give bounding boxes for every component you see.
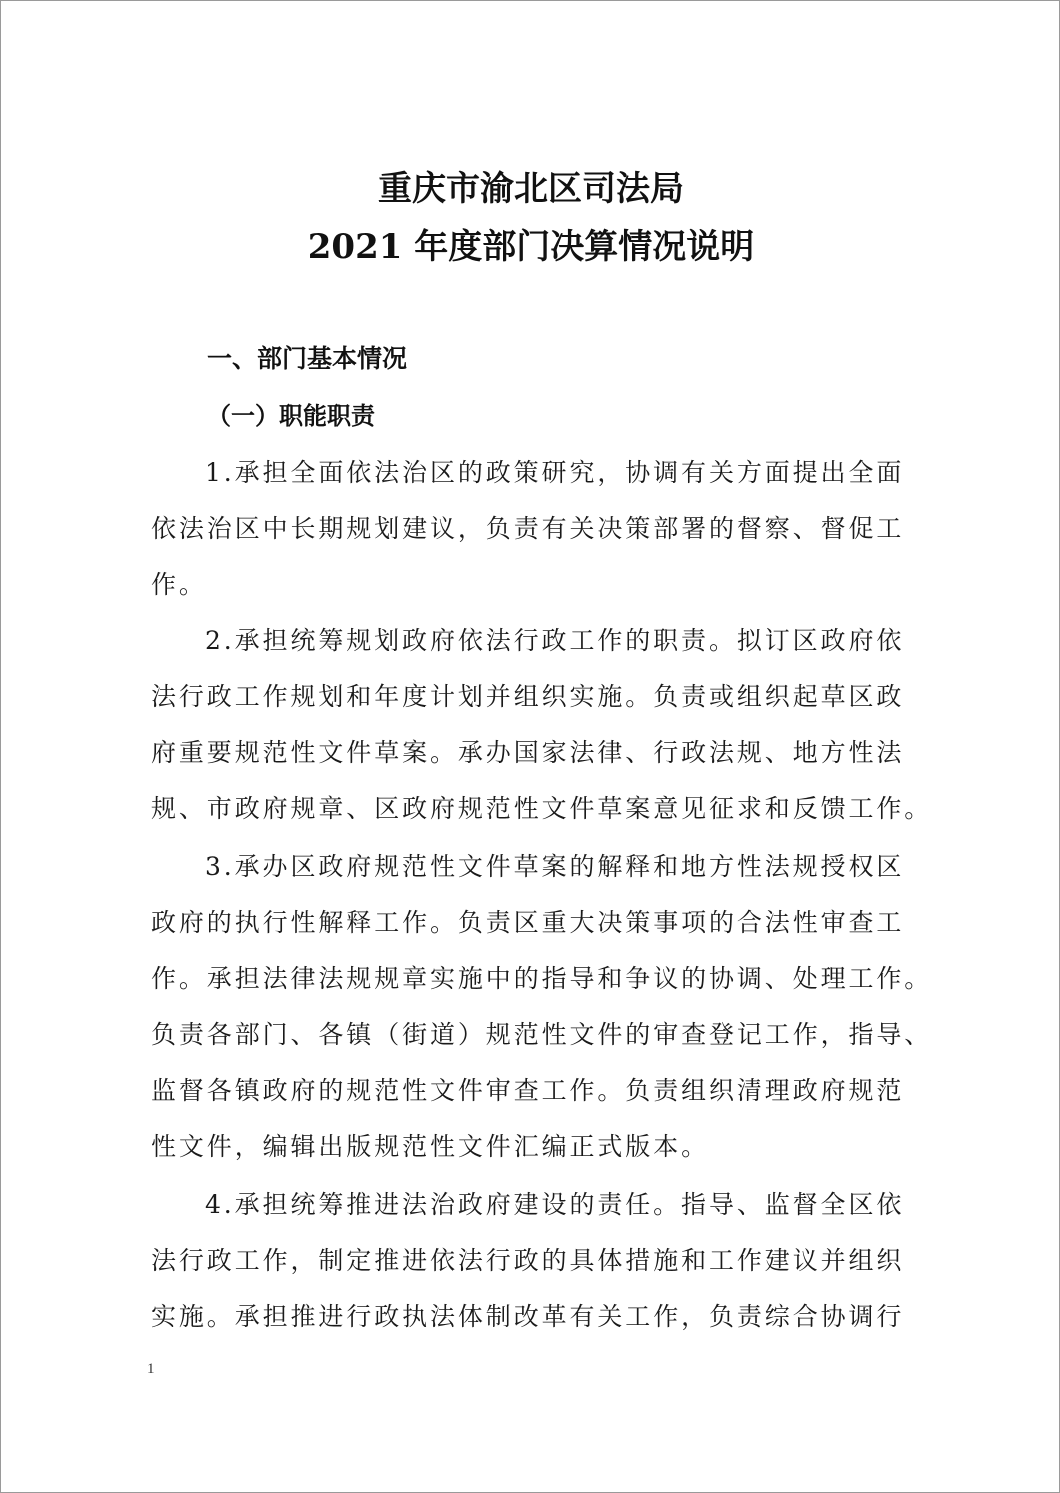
paragraph-2 [151,625,951,849]
paragraph-line: 作。承担法律法规规章实施中的指导和争议的协调、处理工作。 [151,964,933,993]
paragraph-line: 作。 [151,570,207,599]
paragraph-1 [151,457,951,625]
subsection-heading: （一）职能职责 [207,402,375,430]
paragraph-line: 依法治区中长期规划建议，负责有关决策部署的督察、督促工 [151,514,905,543]
paragraph-line: 府重要规范性文件草案。承办国家法律、行政法规、地方性法 [151,738,905,767]
paragraph-line: 政府的执行性解释工作。负责区重大决策事项的合法性审查工 [151,908,905,937]
paragraph-line: 实施。承担推进行政执法体制改革有关工作，负责综合协调行 [151,1302,905,1331]
paragraph-line: 规、市政府规章、区政府规范性文件草案意见征求和反馈工作。 [151,794,933,823]
paragraph-3 [151,851,951,1187]
document-title-line1: 重庆市渝北区司法局 [378,169,684,209]
paragraph-line: 监督各镇政府的规范性文件审查工作。负责组织清理政府规范 [151,1076,905,1105]
section-heading: 一、部门基本情况 [207,344,408,373]
paragraph-line: 法行政工作规划和年度计划并组织实施。负责或组织起草区政 [151,682,905,711]
paragraph-4 [151,1189,951,1357]
paragraph-line: 负责各部门、各镇（街道）规范性文件的审查登记工作，指导、 [151,1020,933,1049]
paragraph-line: 1.承担全面依法治区的政策研究，协调有关方面提出全面 [205,458,905,487]
paragraph-line: 3.承办区政府规范性文件草案的解释和地方性法规授权区 [205,852,905,881]
paragraph-line: 2.承担统筹规划政府依法行政工作的职责。拟订区政府依 [205,626,905,655]
paragraph-line: 4.承担统筹推进法治政府建设的责任。指导、监督全区依 [205,1190,905,1219]
document-title-line2: 2021 年度部门决算情况说明 [307,227,755,267]
paragraph-line: 性文件，编辑出版规范性文件汇编正式版本。 [151,1132,710,1161]
paragraph-line: 法行政工作，制定推进依法行政的具体措施和工作建议并组织 [151,1246,905,1275]
page-number: 1 [147,1361,155,1377]
